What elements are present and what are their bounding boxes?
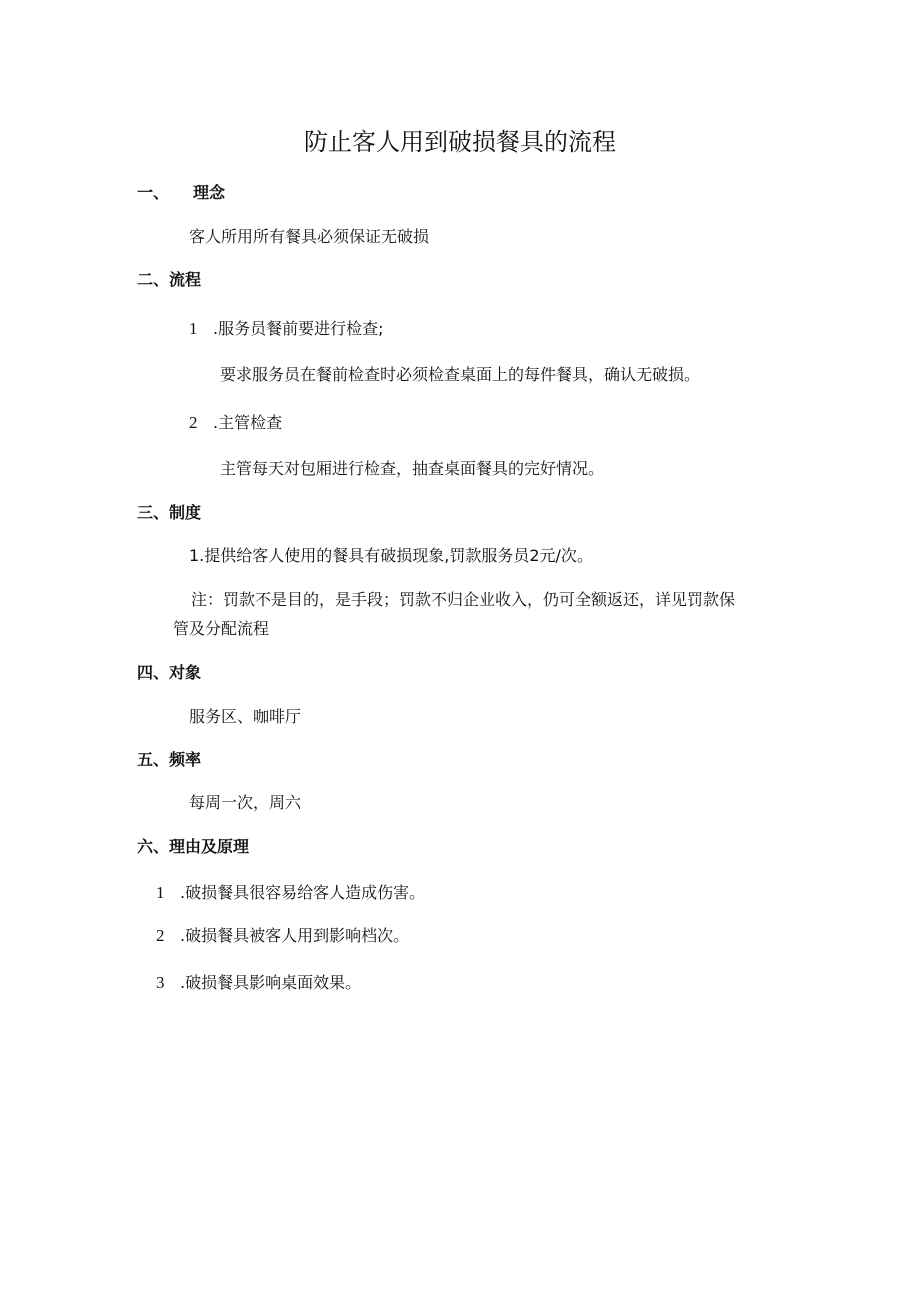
section-4-content: 服务区、咖啡厅 (189, 707, 302, 726)
section-3-heading: 三、制度 (137, 503, 202, 522)
document-title: 防止客人用到破损餐具的流程 (304, 128, 616, 156)
reason-item-3-text: .破损餐具影响桌面效果。 (180, 973, 362, 992)
reason-item-3 (156, 974, 361, 991)
section-5-heading: 五、频率 (137, 750, 202, 769)
rule-note-line-1: 注：罚款不是目的，是手段；罚款不归企业收入，仍可全额返还，详见罚款保 (191, 590, 736, 609)
section-6-heading: 六、理由及原理 (137, 837, 250, 856)
section-2-heading: 二、流程 (137, 270, 202, 289)
reason-item-2-number: 2 (156, 926, 165, 945)
reason-item-1-number: 1 (156, 883, 165, 902)
process-item-2-detail: 主管每天对包厢进行检查，抽查桌面餐具的完好情况。 (220, 459, 605, 478)
process-item-1-detail: 要求服务员在餐前检查时必须检查桌面上的每件餐具，确认无破损。 (220, 365, 701, 384)
section-1-heading-number: 一、 (137, 183, 170, 202)
reason-item-2-text: .破损餐具被客人用到影响档次。 (180, 926, 410, 945)
section-5-content: 每周一次，周六 (189, 793, 302, 812)
process-item-2-number: 2 (189, 413, 198, 432)
reason-item-1-text: .破损餐具很容易给客人造成伤害。 (180, 883, 426, 902)
rule-note-line-2: 管及分配流程 (173, 619, 270, 638)
reason-item-1 (156, 884, 425, 901)
process-item-1-label: .服务员餐前要进行检查; (213, 319, 384, 338)
process-item-2-label: .主管检查 (213, 413, 283, 432)
process-item-2 (189, 414, 282, 431)
process-item-1 (189, 320, 383, 337)
process-item-1-number: 1 (189, 319, 198, 338)
reason-item-3-number: 3 (156, 973, 165, 992)
reason-item-2 (156, 927, 409, 944)
section-1-heading: 理念 (193, 183, 226, 202)
section-1-content: 客人所用所有餐具必须保证无破损 (189, 227, 430, 246)
rule-item-1: 1.提供给客人使用的餐具有破损现象,罚款服务员2元/次。 (189, 546, 593, 565)
section-4-heading: 四、对象 (137, 663, 202, 682)
